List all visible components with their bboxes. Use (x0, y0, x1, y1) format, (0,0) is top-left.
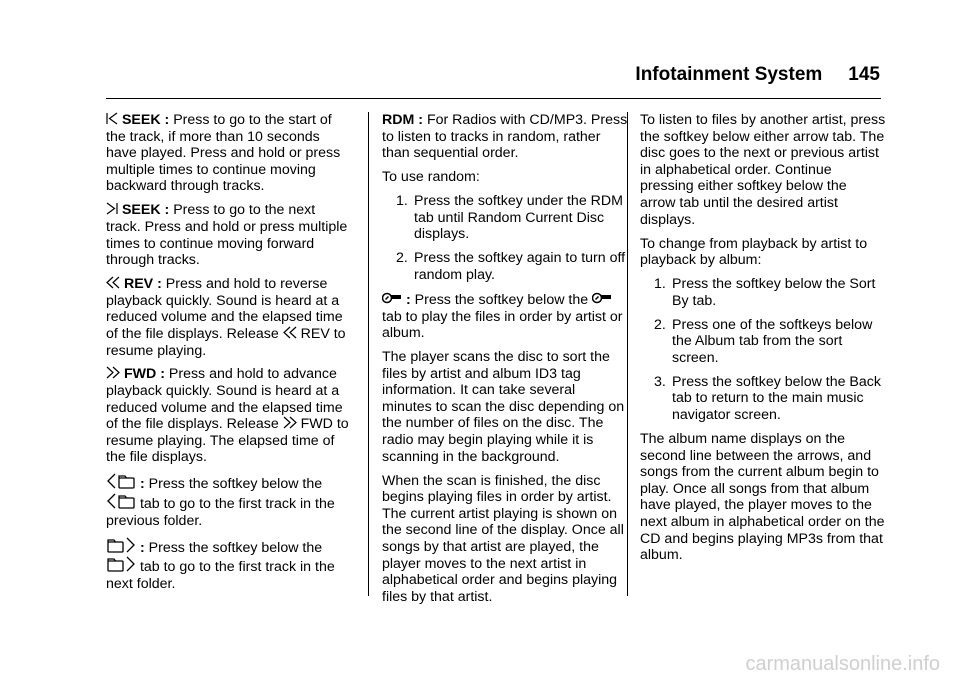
random-steps (382, 193, 628, 283)
list-item: 3. Press the softkey below the Back tab to return to the main music navigator screen. (654, 373, 881, 424)
next-folder-text-2: tab to go to the first track in the next folder. (106, 559, 335, 592)
seek-forward-para (106, 202, 352, 268)
page-number: 145 (848, 64, 880, 85)
fwd-para (106, 366, 352, 466)
rdm-text: For Radios with CD/MP3. Press to listen to tracks in random, rather than sequential order. (382, 112, 628, 162)
column-1 (106, 112, 352, 600)
column-2 (382, 112, 628, 613)
change-para: To change from playback by artist to playback by album: (640, 235, 868, 269)
next-folder-para (106, 537, 352, 593)
previous-folder-icon (106, 473, 136, 489)
rev-text: Press and hold to reverse playback quickly. Sound is heard at a reduced volume and the elapsed time of the file displays. Release (106, 276, 343, 342)
column-divider (368, 112, 369, 596)
scan-para: The player scans the disc to sort the files by artist and album ID3 tag information. It can take several minutes to scan the disc depending on the number of files on the disc. The radio may begin playing while it is scanning in the background. (382, 349, 625, 465)
album-steps (640, 276, 886, 424)
previous-folder-text-1: Press the softkey below the (148, 476, 323, 493)
rev-label: REV : (123, 276, 162, 293)
next-folder-icon (106, 556, 136, 572)
watermark: carmanualsonline.info (745, 653, 940, 675)
fast-forward-icon (106, 366, 120, 379)
rdm-para (382, 112, 628, 162)
page-header (0, 64, 880, 86)
next-folder-text-1: Press the softkey below the (148, 539, 323, 556)
sort-text-2: tab to play the files in order by artist or album. (382, 308, 623, 342)
footer (0, 650, 960, 678)
sort-text-1: Press the softkey below the (414, 291, 589, 308)
next-folder-colon: : (139, 539, 145, 556)
list-item: 1. Press the softkey below the Sort By tab. (654, 276, 876, 309)
sort-colon: : (405, 291, 411, 308)
fwd-label: FWD : (123, 366, 165, 383)
finished-para: When the scan is finished, the disc begins playing files in order by artist. The current artist playing is shown on the second line of the display. Once all songs by that artist are played, the player moves to the next artist in alphabetical order and begins playing files by that artist. (382, 472, 624, 605)
next-folder-icon (106, 537, 136, 553)
listen-para: To listen to files by another artist, press the softkey below either arrow tab. The disc goes to the next or previous artist in alphabetical order. Continue pressing either softkey below the arrow tab until the desired artist displays. (640, 112, 886, 228)
header-rule (106, 98, 881, 99)
sort-para (382, 291, 628, 342)
music-navigator-icon (592, 291, 612, 305)
seek-back-icon (106, 112, 118, 125)
seek-back-label: SEEK : (121, 112, 170, 128)
to-use-random: To use random: (382, 169, 480, 186)
section-title: Infotainment System (635, 64, 823, 85)
rewind-icon (106, 276, 120, 289)
seek-forward-text: Press to go to the next track. Press and hold or press multiple times to continue moving forward through tracks. (106, 202, 348, 269)
album-para: The album name displays on the second line between the arrows, and songs from the current album begin to play. Once all songs from that album have played, the player moves to the next album in alphabetical order on the CD and begins playing MP3s from that album. (640, 431, 885, 564)
fwd-text: Press and hold to advance playback quickly. Sound is heard at a reduced volume and the elapsed time of the file displays. Release (106, 366, 343, 433)
list-item: 2. Press one of the softkeys below the Album tab from the sort screen. (654, 316, 873, 366)
seek-back-para (106, 112, 352, 195)
rev-text-2: REV to resume playing. (106, 325, 346, 359)
previous-folder-para (106, 473, 352, 529)
previous-folder-icon (106, 493, 136, 509)
fwd-text-2: FWD to resume playing. The elapsed time of the file displays. (106, 416, 349, 466)
list-item: 2. Press the softkey again to turn off random play. (396, 250, 626, 283)
seek-back-text: Press to go to the start of the track, if more than 10 seconds have played. Press and hold or press multiple times to continue moving backward through tracks. (106, 112, 341, 195)
column-3 (640, 112, 886, 571)
seek-forward-icon (106, 202, 118, 215)
rewind-icon (283, 326, 297, 339)
rev-para (106, 276, 352, 359)
fast-forward-icon (283, 416, 297, 429)
previous-folder-colon: : (139, 476, 145, 493)
list-item: 1. Press the softkey under the RDM tab until Random Current Disc displays. (396, 193, 623, 243)
previous-folder-text-2: tab to go to the first track in the previous folder. (106, 496, 335, 529)
music-navigator-icon (382, 291, 402, 305)
rdm-label: RDM : (382, 112, 423, 128)
seek-forward-label: SEEK : (121, 202, 170, 219)
